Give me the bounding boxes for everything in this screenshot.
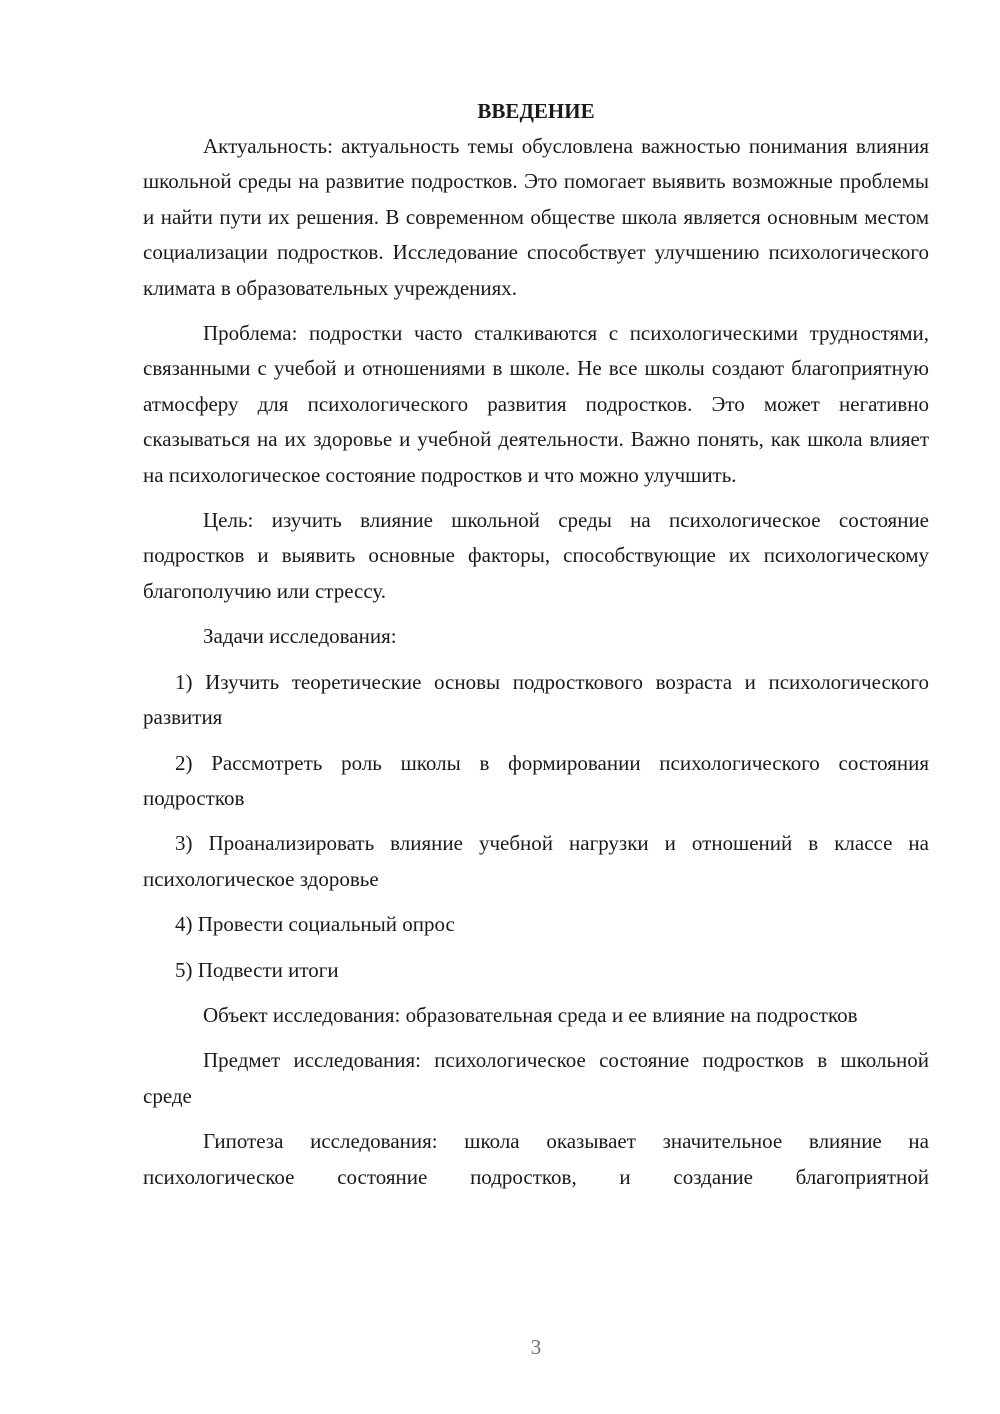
paragraph-goal: Цель: изучить влияние школьной среды на психологическое состояние подростков и выявить основные факторы, способствующие их психологическому благополучию или стрессу. — [143, 508, 929, 603]
paragraph-hypothesis: Гипотеза исследования: школа оказывает значительное влияние на психологическое состояние подростков, и создание благоприятной — [143, 1129, 929, 1189]
paragraph-relevance: Актуальность: актуальность темы обусловлена важностью понимания влияния школьной среды на развитие подростков. Это помогает выявить возможные проблемы и найти пути их решения. В современном обществе школа является основным местом социализации подростков. Исследование способствует улучшению психологического климата в образовательных учреждениях. — [143, 134, 929, 300]
page-number: 3 — [530, 1335, 542, 1359]
paragraph-tasks-heading: Задачи исследования: — [203, 624, 397, 649]
paragraph-problem: Проблема: подростки часто сталкиваются с психологическими трудностями, связанными с учебой и отношениями в школе. Не все школы создают благоприятную атмосферу для психологического развития подростков. Это может негативно сказываться на их здоровье и учебной деятельности. Важно понять, как школа влияет на психологическое состояние подростков и что можно улучшить. — [143, 321, 929, 487]
task-item-2: 2) Рассмотреть роль школы в формировании психологического состояния подростков — [143, 750, 929, 810]
document-body — [143, 94, 929, 1195]
task-item-1: 1) Изучить теоретические основы подросткового возраста и психологического развития — [143, 669, 929, 730]
paragraph-subject: Предмет исследования: психологическое состояние подростков в школьной среде — [143, 1048, 929, 1108]
task-item-4: 4) Провести социальный опрос — [175, 912, 455, 937]
task-item-5: 5) Подвести итоги — [175, 957, 339, 982]
paragraph-object: Объект исследования: образовательная среда и ее влияние на подростков — [203, 1002, 858, 1027]
task-item-3: 3) Проанализировать влияние учебной нагрузки и отношений в классе на психологическое здоровье — [143, 831, 929, 891]
section-title: ВВЕДЕНИЕ — [477, 99, 595, 123]
